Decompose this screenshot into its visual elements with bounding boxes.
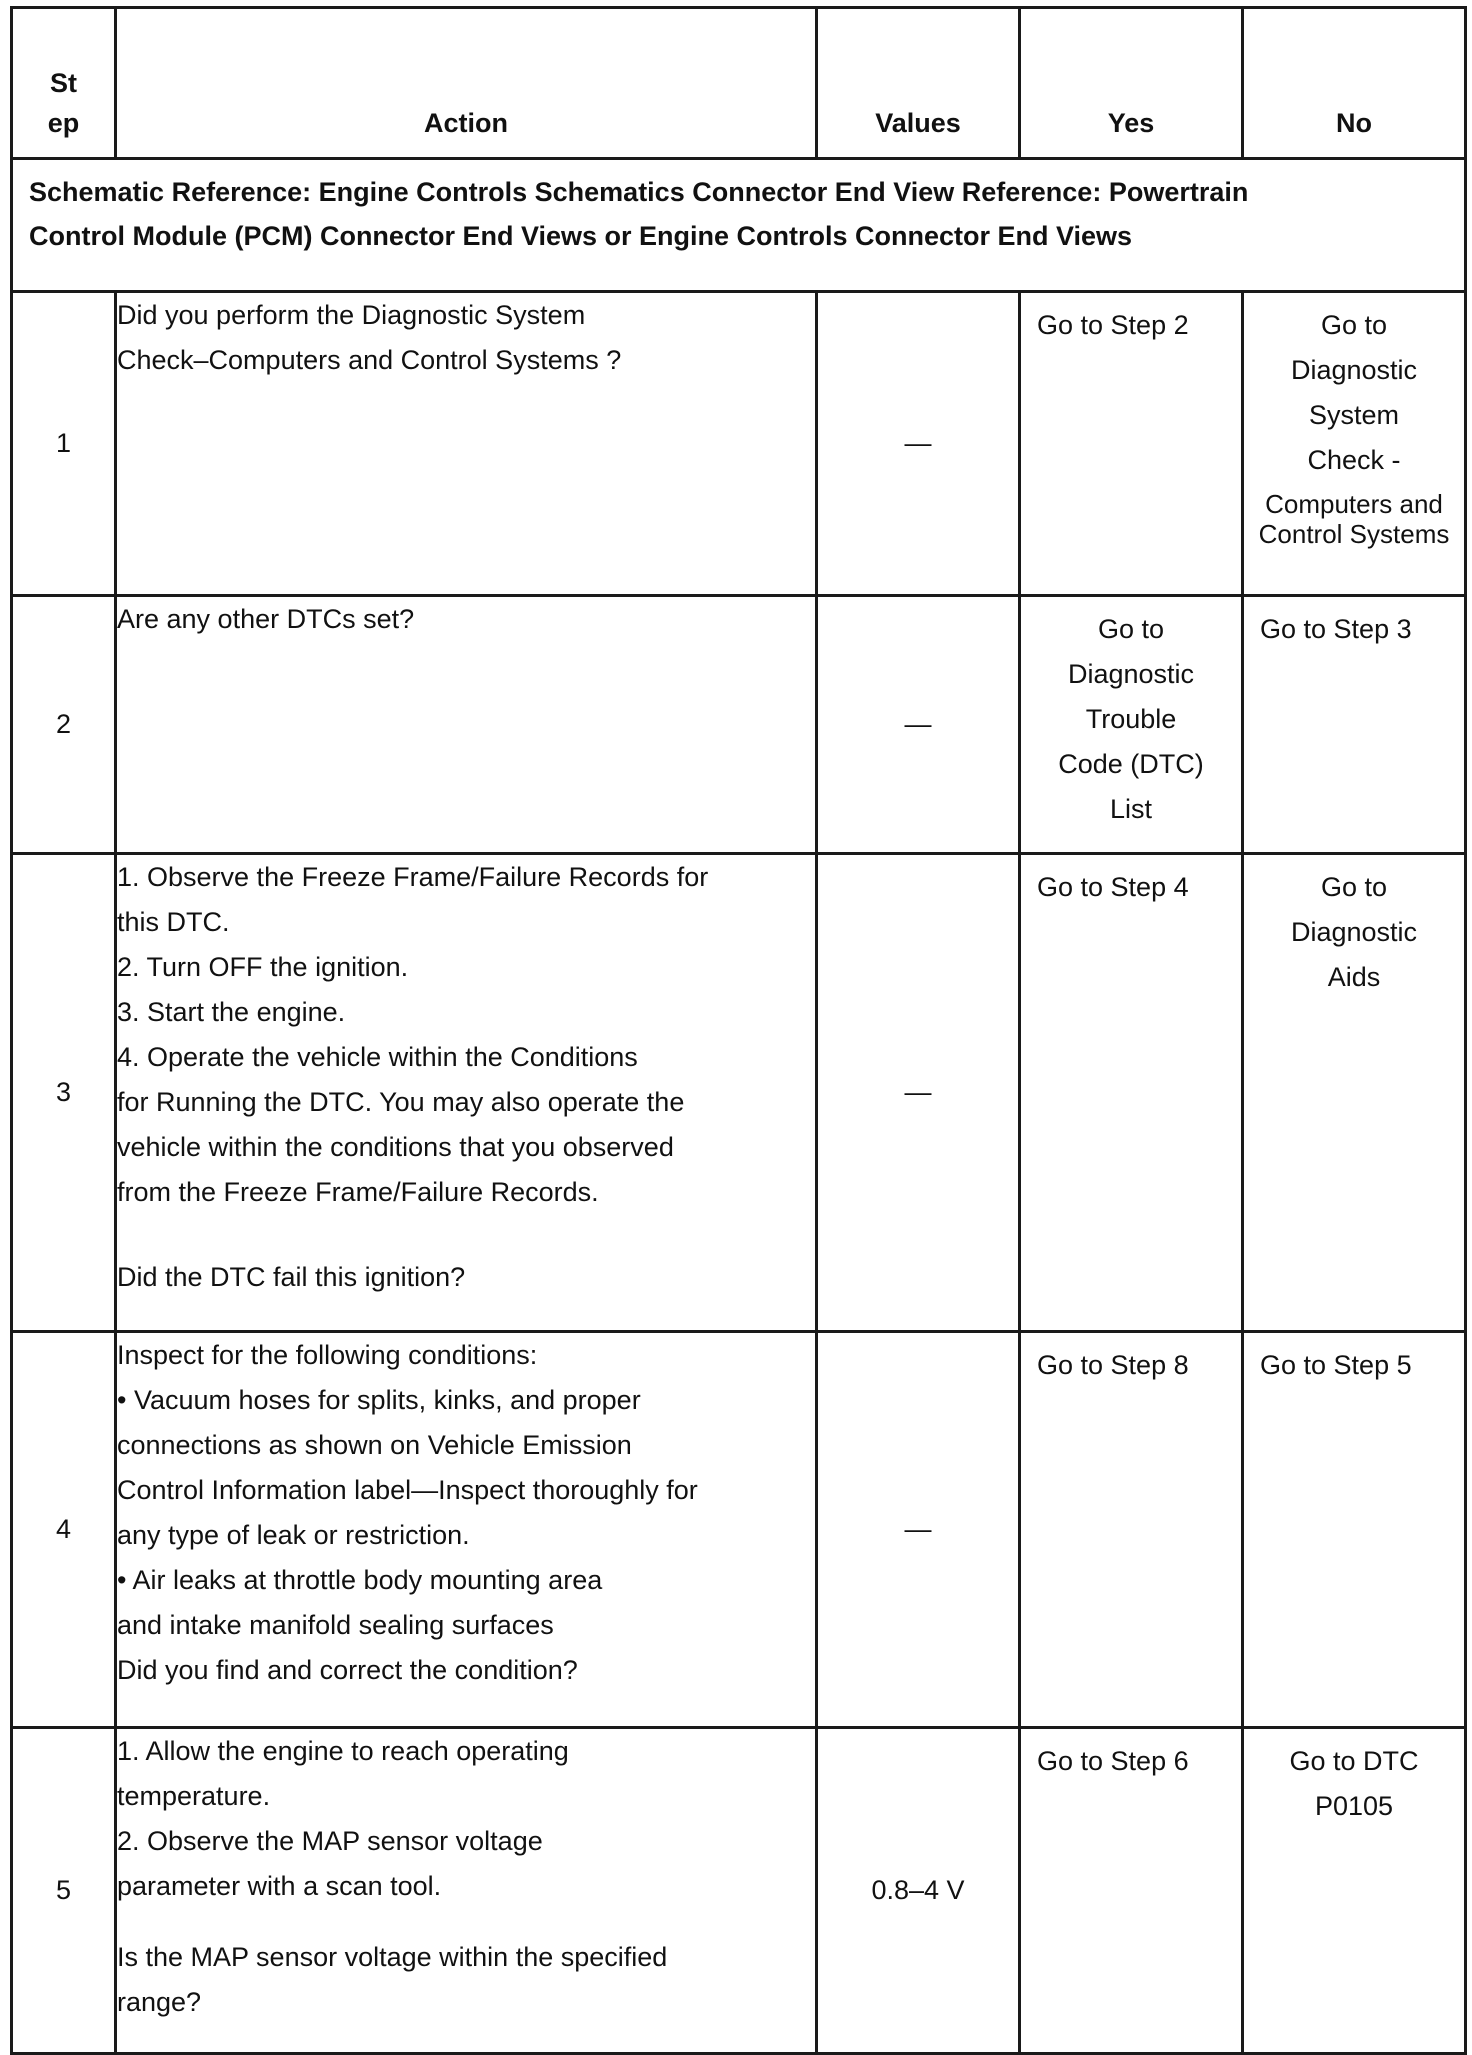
action-cell: Are any other DTCs set? xyxy=(116,596,817,854)
no-cell: Go to Step 5 xyxy=(1243,1332,1466,1728)
value-cell: 0.8–4 V xyxy=(817,1728,1020,2054)
no-cell: Go to Diagnostic System Check - Computers and Control Systems xyxy=(1243,292,1466,596)
reference-row xyxy=(12,159,1466,292)
header-step-line1: St xyxy=(50,68,77,98)
step-number: 3 xyxy=(12,854,116,1332)
header-step-line2: ep xyxy=(47,108,80,138)
table-row xyxy=(12,1332,1466,1728)
action-cell: Inspect for the following conditions: • Vacuum hoses for splits, kinks, and proper connections as shown on Vehicle Emission Control Information label—Inspect thoroughly for any type of leak or restriction. • Air leaks at throttle body mounting area and intake manifold sealing surfaces Did you find and correct the condition? xyxy=(116,1332,817,1728)
header-values: Values xyxy=(817,8,1020,159)
table-row xyxy=(12,292,1466,596)
step-number: 4 xyxy=(12,1332,116,1728)
action-cell: 1. Allow the engine to reach operating temperature. 2. Observe the MAP sensor voltage parameter with a scan tool. Is the MAP sensor voltage within the specified range? xyxy=(116,1728,817,2054)
step-number: 2 xyxy=(12,596,116,854)
reference-line2: Control Module (PCM) Connector End Views or Engine Controls Connector End Views xyxy=(29,221,1133,251)
yes-cell: Go to Step 2 xyxy=(1020,292,1243,596)
table-row xyxy=(12,854,1466,1332)
value-cell: — xyxy=(817,596,1020,854)
no-cell: Go to Diagnostic Aids xyxy=(1243,854,1466,1332)
step-number: 1 xyxy=(12,292,116,596)
value-cell: — xyxy=(817,1332,1020,1728)
header-no: No xyxy=(1243,8,1466,159)
header-action: Action xyxy=(116,8,817,159)
step-number: 5 xyxy=(12,1728,116,2054)
yes-cell: Go to Step 8 xyxy=(1020,1332,1243,1728)
value-cell: — xyxy=(817,292,1020,596)
question-text: Did the DTC fail this ignition? xyxy=(117,1262,466,1292)
action-cell: Did you perform the Diagnostic System Check–Computers and Control Systems ? xyxy=(116,292,817,596)
header-step xyxy=(12,8,116,159)
header-row xyxy=(12,8,1466,159)
yes-cell: Go to Step 4 xyxy=(1020,854,1243,1332)
no-cell: Go to DTC P0105 xyxy=(1243,1728,1466,2054)
header-yes: Yes xyxy=(1020,8,1243,159)
question-text: Is the MAP sensor voltage within the specified xyxy=(117,1942,668,1972)
diagnostic-table xyxy=(10,6,1467,2055)
reference-line1: Schematic Reference: Engine Controls Schematics Connector End View Reference: Powertrain xyxy=(29,177,1249,207)
yes-cell: Go to Step 6 xyxy=(1020,1728,1243,2054)
table-row xyxy=(12,596,1466,854)
yes-cell: Go to Diagnostic Trouble Code (DTC) List xyxy=(1020,596,1243,854)
value-cell: — xyxy=(817,854,1020,1332)
reference-cell xyxy=(12,159,1466,292)
action-cell: 1. Observe the Freeze Frame/Failure Records for this DTC. 2. Turn OFF the ignition. 3. Start the engine. 4. Operate the vehicle within the Conditions for Running the DTC. You may also operate the vehicle within the conditions that you observed from the Freeze Frame/Failure Records. Did the DTC fail this ignition? xyxy=(116,854,817,1332)
table-row xyxy=(12,1728,1466,2054)
no-cell: Go to Step 3 xyxy=(1243,596,1466,854)
